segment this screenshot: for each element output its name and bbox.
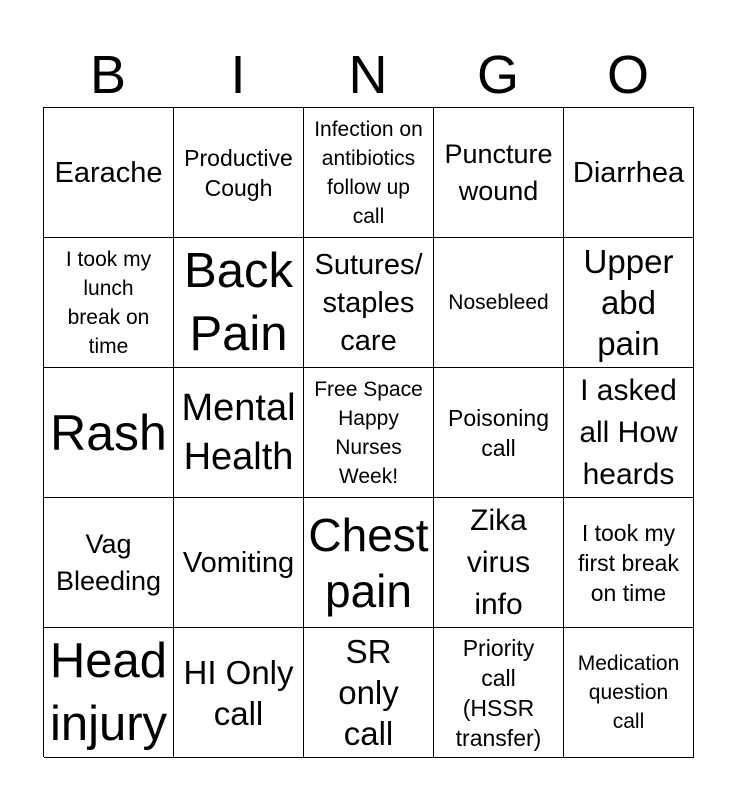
- cell-text: Vag Bleeding: [55, 528, 162, 596]
- bingo-cell-diarrhea[interactable]: [564, 108, 694, 238]
- cell-text: HI Only call: [183, 653, 294, 732]
- bingo-cell-poisoning-call[interactable]: [434, 368, 564, 498]
- bingo-cell-head-injury[interactable]: [44, 628, 174, 758]
- bingo-cell-medication-question[interactable]: [564, 628, 694, 758]
- cell-text: I took my lunch break on time: [65, 247, 152, 358]
- bingo-cell-nosebleed[interactable]: [434, 238, 564, 368]
- cell-text: Nosebleed: [448, 291, 549, 314]
- bingo-cell-sutures-staples[interactable]: [304, 238, 434, 368]
- header-letter-o: O: [606, 45, 649, 105]
- bingo-cell-priority-call[interactable]: [434, 628, 564, 758]
- cell-text: Back Pain: [184, 243, 293, 361]
- bingo-cell-how-heards[interactable]: [564, 368, 694, 498]
- bingo-cell-rash[interactable]: [44, 368, 174, 498]
- bingo-cell-infection-followup[interactable]: [304, 108, 434, 238]
- cell-text: Productive Cough: [184, 144, 293, 201]
- cell-text: Poisoning call: [447, 404, 550, 461]
- cell-text: I took my first break on time: [578, 519, 679, 606]
- bingo-cell-puncture-wound[interactable]: [434, 108, 564, 238]
- cell-text: Zika virus info: [466, 503, 531, 621]
- header-letter-n: N: [348, 45, 388, 105]
- bingo-header: [43, 44, 693, 106]
- bingo-cell-free-space[interactable]: [304, 368, 434, 498]
- bingo-cell-hi-only-call[interactable]: [174, 628, 304, 758]
- cell-text: Priority call (HSSR transfer): [455, 634, 542, 751]
- cell-text: Puncture wound: [444, 138, 553, 206]
- cell-text: Infection on antibiotics follow up call: [314, 117, 423, 228]
- bingo-cell-earache[interactable]: [44, 108, 174, 238]
- cell-text: Head injury: [49, 633, 168, 751]
- bingo-cell-upper-abd-pain[interactable]: [564, 238, 694, 368]
- cell-text: Medication question call: [577, 652, 680, 733]
- cell-text: I asked all How heards: [579, 373, 678, 491]
- bingo-cell-productive-cough[interactable]: [174, 108, 304, 238]
- cell-text: Mental Health: [181, 386, 296, 478]
- cell-text: Sutures/ staples care: [314, 248, 423, 357]
- bingo-cell-vag-bleeding[interactable]: [44, 498, 174, 628]
- header-letter-g: G: [476, 45, 519, 105]
- header-letter-i: I: [230, 45, 246, 105]
- cell-text: Rash: [50, 404, 167, 461]
- cell-text: SR only call: [338, 633, 399, 752]
- bingo-cell-mental-health[interactable]: [174, 368, 304, 498]
- bingo-cell-first-break[interactable]: [564, 498, 694, 628]
- cell-text: Upper abd pain: [583, 243, 674, 362]
- bingo-cell-chest-pain[interactable]: [304, 498, 434, 628]
- bingo-cell-back-pain[interactable]: [174, 238, 304, 368]
- bingo-cell-vomiting[interactable]: [174, 498, 304, 628]
- bingo-board: [43, 107, 694, 757]
- bingo-cell-zika-virus[interactable]: [434, 498, 564, 628]
- bingo-cell-sr-only-call[interactable]: [304, 628, 434, 758]
- cell-text: Vomiting: [182, 546, 295, 579]
- cell-text: Free Space Happy Nurses Week!: [314, 377, 423, 488]
- bingo-cell-lunch-break[interactable]: [44, 238, 174, 368]
- header-letter-b: B: [89, 45, 127, 105]
- cell-text: Earache: [54, 156, 163, 189]
- cell-text: Chest pain: [308, 508, 429, 617]
- cell-text: Diarrhea: [572, 156, 685, 189]
